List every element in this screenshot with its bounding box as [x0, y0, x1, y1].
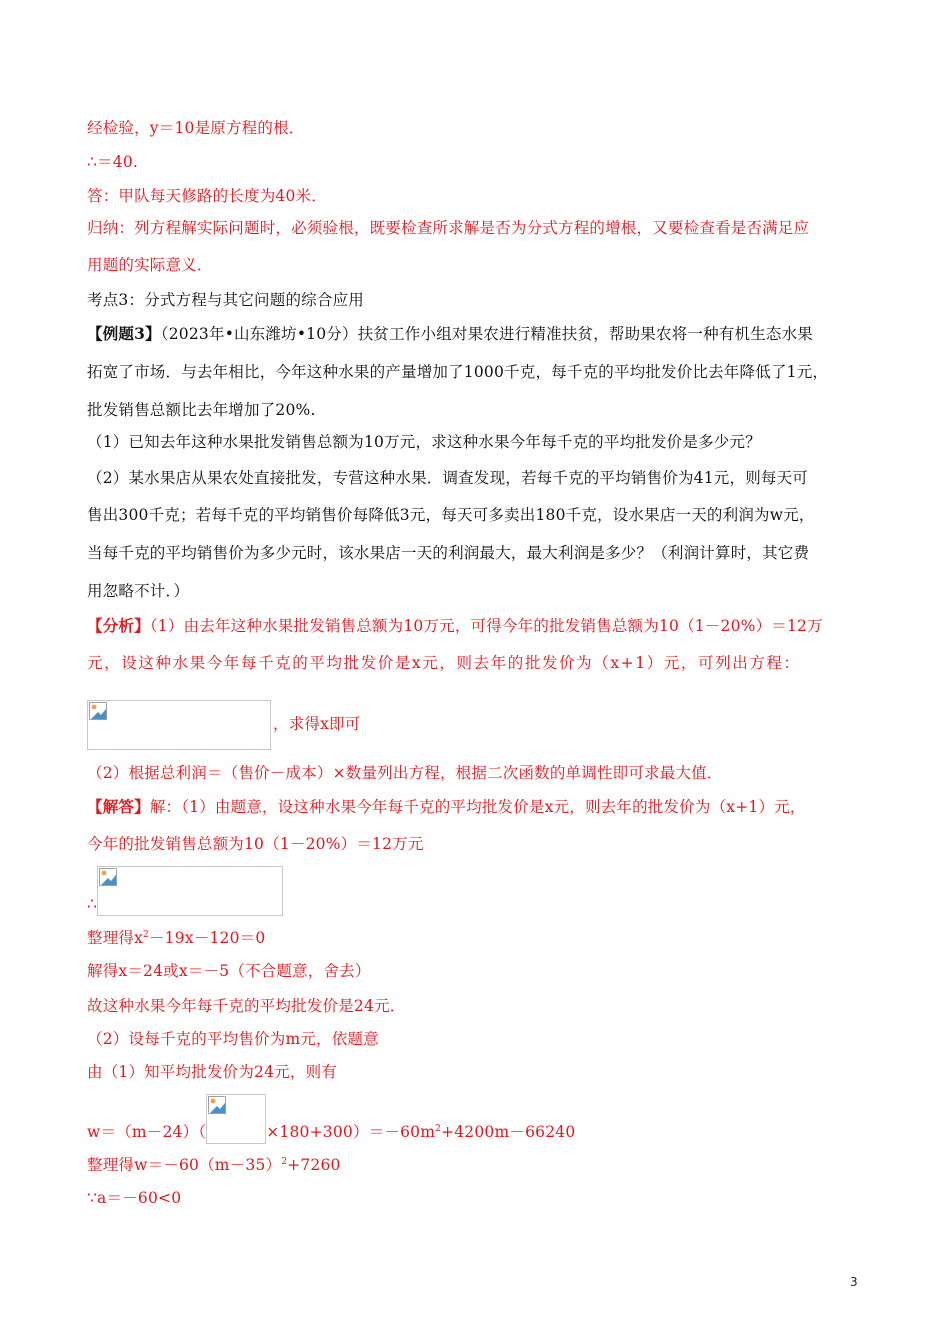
- fraction-image-placeholder: [206, 1094, 266, 1144]
- vertex-form-line: [87, 1155, 341, 1175]
- solution-line-1: [87, 797, 806, 817]
- example-line-1: [87, 324, 813, 344]
- analysis-equation-line: [87, 700, 360, 750]
- profit-eq-b-wrap: [266, 1123, 575, 1141]
- part-2-known: 由（1）知平均批发价为24元，则有: [87, 1063, 337, 1081]
- analysis-line-1: [87, 616, 823, 636]
- question-2-line-2: 售出300千克；若每千克的平均销售价每降低3元，每天可多卖出180千克，设水果店一天的利润为w元，: [87, 506, 815, 524]
- verify-root-line: 经检验，y＝10是原方程的根．: [87, 119, 305, 137]
- question-2-line-1: （2）某水果店从果农处直接批发，专营这种水果．调查发现，若每千克的平均销售价为41元，则每天可: [87, 469, 808, 487]
- simplify-b: －19x－120＝0: [148, 929, 266, 947]
- part-2-setup: （2）设每千克的平均售价为m元，依题意: [87, 1030, 379, 1048]
- example-line-2: 拓宽了市场．与去年相比，今年这种水果的产量增加了1000千克，每千克的平均批发价比去年降低了1元，: [87, 363, 829, 381]
- profit-equation-line: [87, 1094, 575, 1144]
- equation-image-placeholder: [87, 700, 271, 750]
- profit-eq-b: ×180+300）＝－60m: [266, 1123, 436, 1141]
- page-number: 3: [850, 1275, 858, 1289]
- simplify-line: [87, 928, 265, 948]
- simplify-a: 整理得x: [87, 929, 144, 947]
- section-heading: 考点3：分式方程与其它问题的综合应用: [87, 291, 364, 309]
- question-1: （1）已知去年这种水果批发销售总额为10万元，求这种水果今年每千克的平均批发价是多少元？: [87, 433, 761, 451]
- profit-eq-a: w＝（m－24）（: [87, 1123, 207, 1141]
- vertex-sup: 2: [281, 1156, 288, 1167]
- broken-image-icon: [89, 702, 107, 720]
- question-2-line-3: 当每千克的平均销售价为多少元时，该水果店一天的利润最大，最大利润是多少？（利润计算时，其它费: [87, 544, 810, 562]
- example-intro: （2023年•山东潍坊•10分）扶贫工作小组对果农进行精准扶贫，帮助果农将一种有机生态水果: [160, 325, 814, 343]
- vertex-b: +7260: [287, 1156, 341, 1174]
- profit-eq-c: +4200m－66240: [441, 1123, 576, 1141]
- solution-equation-line: [87, 866, 283, 916]
- equation-image-placeholder-2: [97, 866, 283, 916]
- broken-image-icon: [99, 868, 117, 886]
- example-line-3: 批发销售总额比去年增加了20%.: [87, 401, 316, 419]
- broken-image-icon: [208, 1096, 226, 1114]
- answer-line: 答：甲队每天修路的长度为40米．: [87, 187, 327, 205]
- conclusion-line: 故这种水果今年每千克的平均批发价是24元．: [87, 997, 406, 1015]
- vertex-a: 整理得w＝－60（m－35）: [87, 1156, 282, 1174]
- analysis-part-2: （2）根据总利润＝（售价－成本）×数量列出方程，根据二次函数的单调性即可求最大值．: [87, 764, 723, 782]
- therefore-symbol: ∴: [87, 895, 98, 913]
- analysis-tag: 【分析】: [87, 616, 150, 635]
- analysis-equation-tail: ，求得x即可: [273, 715, 361, 733]
- therefore-line: ∴＝40.: [87, 153, 139, 171]
- simplify-sup: 2: [143, 929, 149, 940]
- question-2-line-4: 用忽略不计．）: [87, 582, 190, 600]
- solve-line: 解得x＝24或x＝－5（不合题意，舍去）: [87, 962, 371, 980]
- analysis-text: （1）由去年这种水果批发销售总额为10万元，可得今年的批发销售总额为10（1－20%）＝12万: [149, 617, 823, 635]
- summary-line-2: 用题的实际意义．: [87, 256, 213, 274]
- solution-line-2: 今年的批发销售总额为10（1－20%）＝12万元: [87, 835, 424, 853]
- profit-eq-sup: 2: [435, 1123, 442, 1134]
- coefficient-line: ∵a＝－60<0: [87, 1189, 182, 1207]
- solution-text: 解：（1）由题意，设这种水果今年每千克的平均批发价是x元，则去年的批发价为（x+1）元，: [149, 798, 806, 816]
- example-tag: 【例题3】: [87, 324, 161, 343]
- summary-line-1: 归纳：列方程解实际问题时，必须验根，既要检查所求解是否为分式方程的增根，又要检查看是否满足应: [87, 219, 810, 237]
- solution-tag: 【解答】: [87, 797, 150, 816]
- analysis-line-2: 元，设这种水果今年每千克的平均批发价是x元，则去年的批发价为（x+1）元，可列出方程：: [87, 654, 801, 672]
